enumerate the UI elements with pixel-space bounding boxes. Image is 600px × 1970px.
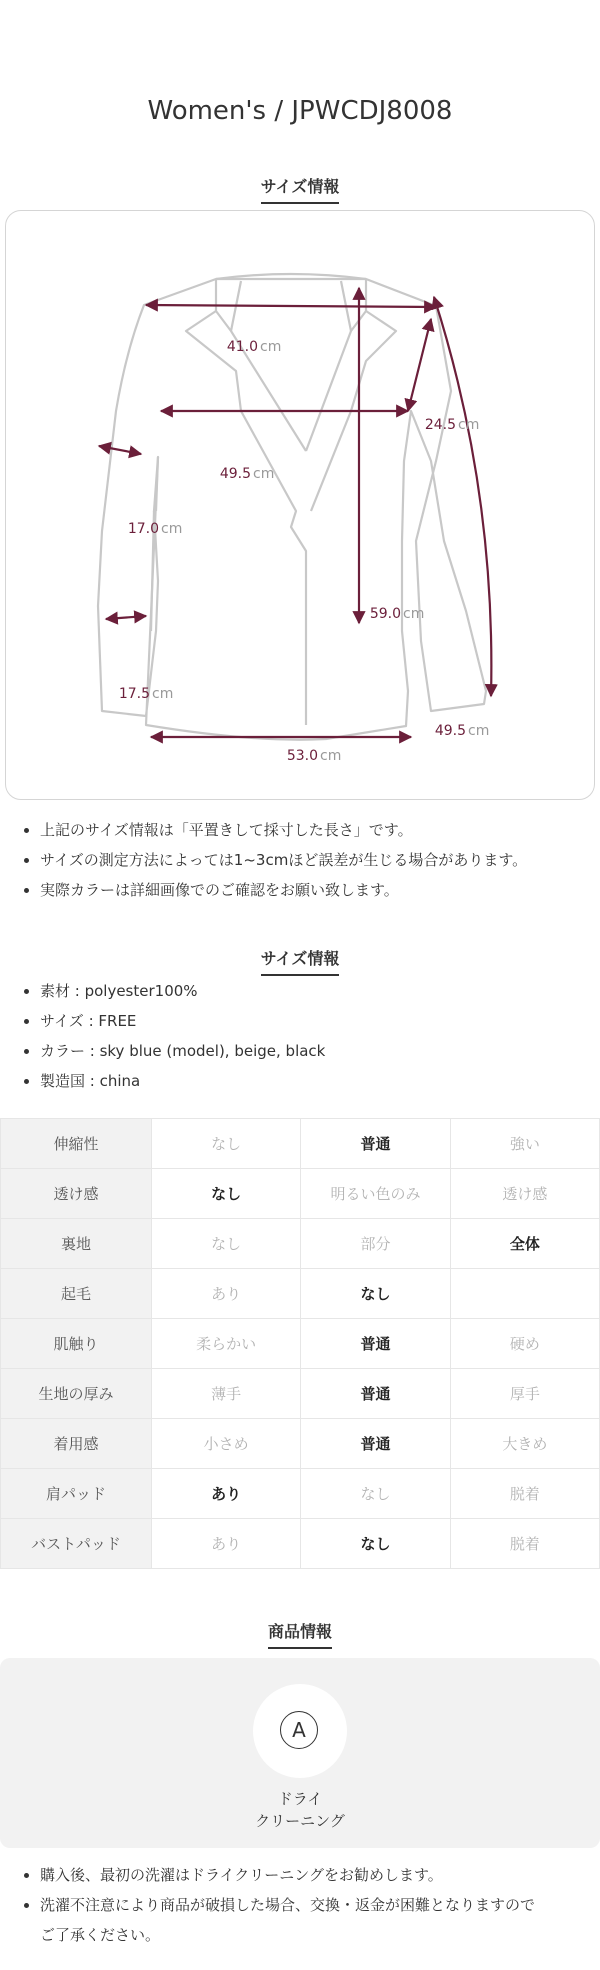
cuff-value: 17.5 bbox=[118, 686, 150, 702]
page-title: Women's / JPWCDJ8008 bbox=[147, 96, 453, 126]
table-row bbox=[1, 1219, 600, 1269]
attr-option: 脱着 bbox=[450, 1469, 599, 1519]
size-info-heading: サイズ情報 bbox=[0, 174, 600, 204]
attr-option: あり bbox=[152, 1469, 301, 1519]
attribute-table bbox=[0, 1118, 600, 1569]
list-item: • カラー : sky blue (model), beige, black bbox=[40, 1036, 325, 1066]
hem-value: 53.0 bbox=[286, 748, 318, 764]
attr-option: なし bbox=[152, 1219, 301, 1269]
size-notes-list bbox=[20, 815, 527, 905]
shoulder-unit: cm bbox=[260, 339, 282, 355]
attr-label: 透け感 bbox=[1, 1169, 152, 1219]
attr-option: なし bbox=[301, 1269, 450, 1319]
chest-unit: cm bbox=[253, 466, 275, 482]
jacket-diagram bbox=[6, 211, 596, 801]
hem-unit: cm bbox=[320, 748, 342, 764]
attr-option: なし bbox=[152, 1169, 301, 1219]
attr-option: 普通 bbox=[301, 1369, 450, 1419]
care-label-line1: ドライ bbox=[277, 1790, 323, 1808]
attr-option: 薄手 bbox=[152, 1369, 301, 1419]
upper-arm-unit: cm bbox=[161, 521, 183, 537]
attr-option: あり bbox=[152, 1269, 301, 1319]
dry-clean-icon: A bbox=[280, 1711, 318, 1749]
spec-heading: サイズ情報 bbox=[0, 946, 600, 976]
sleeve-unit: cm bbox=[468, 723, 490, 739]
list-item: • 素材 : polyester100% bbox=[40, 976, 325, 1006]
attr-option: あり bbox=[152, 1519, 301, 1569]
table-row bbox=[1, 1419, 600, 1469]
jacket-outline bbox=[98, 274, 486, 740]
list-item: • サイズ : FREE bbox=[40, 1006, 325, 1036]
attr-option: 強い bbox=[450, 1119, 599, 1169]
attr-label: 肩パッド bbox=[1, 1469, 152, 1519]
list-item: • 上記のサイズ情報は「平置きして採寸した長さ」です。 bbox=[40, 815, 527, 845]
attr-option: 普通 bbox=[301, 1419, 450, 1469]
sleeve-value: 49.5 bbox=[434, 723, 466, 739]
cuff-unit: cm bbox=[152, 686, 174, 702]
attr-option: なし bbox=[152, 1119, 301, 1169]
care-notes-list bbox=[20, 1860, 535, 1950]
attr-option: 普通 bbox=[301, 1119, 450, 1169]
list-item: • サイズの測定方法によっては1~3cmほど誤差が生じる場合があります。 bbox=[40, 845, 527, 875]
list-item: • 洗濯不注意により商品が破損した場合、交換・返金が困難となりますので ご了承ください。 bbox=[40, 1890, 535, 1950]
attr-option bbox=[450, 1269, 599, 1319]
attr-option: 柔らかい bbox=[152, 1319, 301, 1369]
attr-option: 大きめ bbox=[450, 1419, 599, 1469]
table-row bbox=[1, 1269, 600, 1319]
attr-label: 起毛 bbox=[1, 1269, 152, 1319]
attr-option: 普通 bbox=[301, 1319, 450, 1369]
table-row bbox=[1, 1369, 600, 1419]
upper-arm-value: 17.0 bbox=[127, 521, 159, 537]
armhole-value: 24.5 bbox=[424, 417, 456, 433]
attr-option: なし bbox=[301, 1469, 450, 1519]
attr-label: 伸縮性 bbox=[1, 1119, 152, 1169]
attr-label: 生地の厚み bbox=[1, 1369, 152, 1419]
care-label bbox=[0, 1788, 600, 1832]
attr-option: 明るい色のみ bbox=[301, 1169, 450, 1219]
attr-option: 小さめ bbox=[152, 1419, 301, 1469]
attr-option: なし bbox=[301, 1519, 450, 1569]
attr-label: 着用感 bbox=[1, 1419, 152, 1469]
length-value: 59.0 bbox=[369, 606, 401, 622]
care-panel bbox=[0, 1658, 600, 1848]
attr-option: 厚手 bbox=[450, 1369, 599, 1419]
attr-label: 裏地 bbox=[1, 1219, 152, 1269]
table-row bbox=[1, 1169, 600, 1219]
attr-option: 透け感 bbox=[450, 1169, 599, 1219]
attr-option: 部分 bbox=[301, 1219, 450, 1269]
attr-label: 肌触り bbox=[1, 1319, 152, 1369]
list-item: • 製造国 : china bbox=[40, 1066, 325, 1096]
attr-label: バストパッド bbox=[1, 1519, 152, 1569]
attr-option: 全体 bbox=[450, 1219, 599, 1269]
attr-option: 硬め bbox=[450, 1319, 599, 1369]
table-row bbox=[1, 1519, 600, 1569]
armhole-unit: cm bbox=[458, 417, 480, 433]
list-item: • 実際カラーは詳細画像でのご確認をお願い致します。 bbox=[40, 875, 527, 905]
size-diagram bbox=[5, 210, 595, 800]
spec-list bbox=[20, 976, 325, 1096]
table-row bbox=[1, 1119, 600, 1169]
list-item: • 購入後、最初の洗濯はドライクリーニングをお勧めします。 bbox=[40, 1860, 535, 1890]
table-row bbox=[1, 1319, 600, 1369]
attr-option: 脱着 bbox=[450, 1519, 599, 1569]
chest-value: 49.5 bbox=[219, 466, 251, 482]
care-icon-circle bbox=[253, 1684, 347, 1778]
length-unit: cm bbox=[403, 606, 425, 622]
product-info-heading: 商品情報 bbox=[0, 1619, 600, 1649]
shoulder-value: 41.0 bbox=[226, 339, 258, 355]
care-label-line2: クリーニング bbox=[255, 1812, 345, 1830]
table-row bbox=[1, 1469, 600, 1519]
